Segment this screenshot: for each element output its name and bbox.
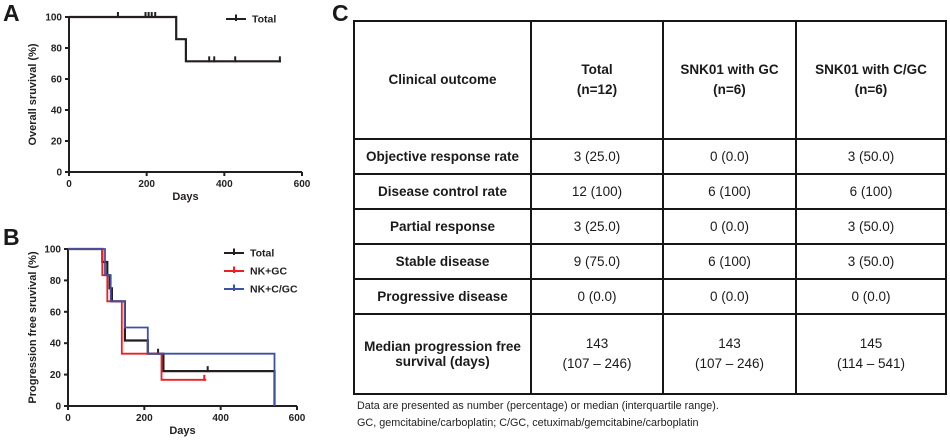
value-line: 3 (50.0) xyxy=(847,253,895,269)
table-row xyxy=(354,244,946,279)
header-line: SNK01 with C/GC xyxy=(815,62,927,78)
value-cell xyxy=(531,279,663,314)
row-label-cell xyxy=(354,174,531,209)
y-tick-label: 80 xyxy=(49,275,61,287)
clinical-outcomes-table xyxy=(353,20,947,395)
y-tick-label: 80 xyxy=(50,43,62,55)
value-line: 12 (100) xyxy=(571,183,623,199)
y-tick-label: 0 xyxy=(56,167,62,179)
panel-a-label: A xyxy=(3,0,20,26)
row-label-line: Partial response xyxy=(389,219,496,234)
x-tick-label: 400 xyxy=(212,413,230,424)
value-cell xyxy=(531,244,663,279)
value-cell xyxy=(796,314,946,394)
value-cell xyxy=(531,174,663,209)
km-curve-total xyxy=(68,249,275,406)
value-line: 143 xyxy=(718,336,741,352)
value-cell xyxy=(531,139,663,174)
x-tick-label: 600 xyxy=(288,413,306,424)
column-header-snk01-gc xyxy=(663,21,796,139)
value-line: 143 xyxy=(585,336,609,352)
column-header-clinical-outcome xyxy=(354,21,531,139)
x-tick-label: 0 xyxy=(66,179,72,190)
value-cell xyxy=(531,209,663,244)
value-line: 0 (0.0) xyxy=(709,218,750,234)
value-cell xyxy=(663,279,796,314)
footnote-line: GC, gemcitabine/carboplatin; C/GC, cetuximab/gemcitabine/carboplatin xyxy=(357,416,699,429)
value-cell xyxy=(796,279,946,314)
value-line: 3 (50.0) xyxy=(847,218,895,234)
y-tick-label: 100 xyxy=(45,12,62,24)
y-axis-title: Progression free sruvival (%) xyxy=(27,251,39,404)
value-line: 145 xyxy=(859,336,883,352)
row-label-cell xyxy=(354,209,531,244)
panel-c-label: C xyxy=(332,0,349,26)
km-curve-total xyxy=(69,17,281,61)
value-line: 0 (0.0) xyxy=(709,148,750,164)
column-header-total xyxy=(531,21,663,139)
x-tick-label: 400 xyxy=(215,179,233,190)
value-line: (107 – 246) xyxy=(562,356,632,371)
y-tick-label: 60 xyxy=(49,307,61,319)
row-label-cell xyxy=(354,314,531,394)
value-cell xyxy=(531,314,663,394)
value-line: 0 (0.0) xyxy=(851,288,891,304)
value-line: 3 (50.0) xyxy=(847,148,895,164)
header-line: SNK01 with GC xyxy=(680,62,779,78)
value-line: 6 (100) xyxy=(849,183,893,199)
row-label-line: Disease control rate xyxy=(377,184,508,199)
value-cell xyxy=(663,174,796,209)
header-line: (n=6) xyxy=(854,82,888,97)
legend-label-total: Total xyxy=(252,13,277,26)
header-line: (n=12) xyxy=(576,82,618,97)
y-axis-title: Overall sruvival (%) xyxy=(27,43,39,146)
table-footnotes xyxy=(357,398,937,431)
panel-b-label: B xyxy=(3,224,20,250)
y-tick-label: 0 xyxy=(55,401,61,413)
x-tick-label: 600 xyxy=(293,179,311,190)
km-curve-nk-gc xyxy=(68,249,206,380)
x-tick-label: 200 xyxy=(135,413,153,424)
value-cell xyxy=(663,209,796,244)
row-label-line: survival (days) xyxy=(395,354,490,369)
y-tick-label: 20 xyxy=(50,136,62,148)
value-cell xyxy=(663,244,796,279)
value-line: 6 (100) xyxy=(708,183,751,199)
header-line: Total xyxy=(581,62,613,78)
column-header-snk01-cgc xyxy=(796,21,946,139)
value-line: 0 (0.0) xyxy=(709,288,750,304)
row-label-line: Objective response rate xyxy=(365,149,520,164)
value-line: (114 – 541) xyxy=(836,356,906,371)
row-label-line: Median progression free xyxy=(364,339,521,354)
value-cell xyxy=(796,139,946,174)
value-cell xyxy=(796,174,946,209)
x-tick-label: 0 xyxy=(65,413,71,424)
y-tick-label: 100 xyxy=(44,244,61,256)
table-row xyxy=(354,139,946,174)
y-tick-label: 40 xyxy=(50,105,62,117)
value-line: 0 (0.0) xyxy=(577,288,617,304)
value-line: 3 (25.0) xyxy=(573,218,621,234)
table-row xyxy=(354,174,946,209)
value-cell xyxy=(796,209,946,244)
row-label-line: Stable disease xyxy=(395,254,490,269)
header-line: Clinical outcome xyxy=(388,72,497,88)
y-tick-label: 20 xyxy=(49,370,61,382)
header-line: (n=6) xyxy=(713,82,746,97)
value-cell xyxy=(796,244,946,279)
row-label-cell xyxy=(354,244,531,279)
table-row xyxy=(354,209,946,244)
x-tick-label: 200 xyxy=(138,179,156,190)
table-row xyxy=(354,279,946,314)
value-line: 6 (100) xyxy=(708,253,751,269)
header-row xyxy=(354,21,946,139)
row-label-line: Progressive disease xyxy=(377,289,508,304)
value-cell xyxy=(663,314,796,394)
legend-label-total: Total xyxy=(250,247,275,260)
x-axis-title: Days xyxy=(172,191,199,203)
table-row xyxy=(354,314,946,394)
y-tick-label: 40 xyxy=(49,338,61,350)
row-label-cell xyxy=(354,139,531,174)
value-line: 9 (75.0) xyxy=(573,253,621,269)
value-line: 3 (25.0) xyxy=(573,148,621,164)
overall-survival-chart xyxy=(0,0,330,205)
footnote-line: Data are presented as number (percentage) or median (interquartile range). xyxy=(357,400,719,412)
value-line: (107 – 246) xyxy=(694,356,765,371)
legend-label-nk-gc: NK+GC xyxy=(250,265,288,278)
row-label-cell xyxy=(354,279,531,314)
progression-free-survival-chart xyxy=(0,205,330,443)
km-curve-nk-c-gc xyxy=(68,249,275,406)
y-tick-label: 60 xyxy=(50,74,62,86)
legend-label-nk-c-gc: NK+C/GC xyxy=(250,283,298,296)
value-cell xyxy=(663,139,796,174)
x-axis-title: Days xyxy=(169,425,196,437)
